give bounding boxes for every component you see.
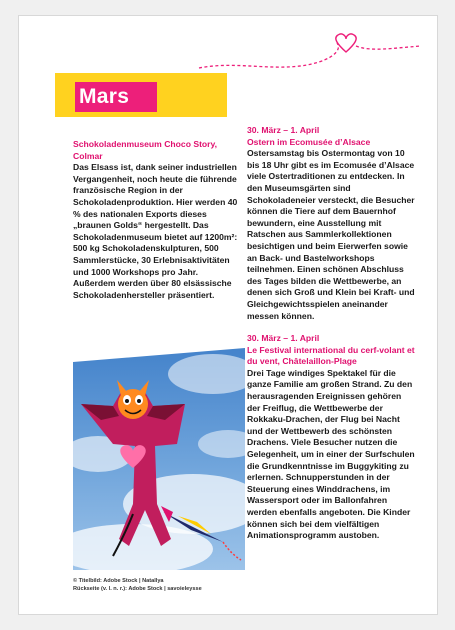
credit-line: © Titelbild: Adobe Stock | Natallya [73,578,164,584]
event-date: 30. März – 1. April [247,125,320,135]
event-chocolate-museum [73,139,241,301]
brochure-page [18,15,438,615]
kite-photo [73,334,245,570]
event-body: Drei Tage windiges Spektakel für die ganze Familie am großen Strand. Zu den herausragenden Ereignissen gehören der Freiflug, die Wettbewerbe der Rokkaku-Drachen, der Flug bei Nacht und der Wettbewerb des schönsten Drachens. Viele Besucher nutzen die Gelegenheit, um in einer der Surfschulen die Grundkenntnisse im Buggykiting zu erlernen. Schnupperstunden in der Steuerung eines Winddrachens, im Wassersport oder im Ballonfahren werden ebenfalls angeboten. Die Kinder können sich bei dem vielfältigen Animationsprogramm austoben. [247,367,415,541]
event-heading: Le Festival international du cerf-volant et du vent, Châtelaillon-Plage [247,344,415,367]
event-body: Ostersamstag bis Ostermontag von 10 bis 18 Uhr gibt es im Ecomusée d’Alsace viele Ostertraditionen zu entdecken. In den Museumsgärten sind Schokoladeneier versteckt, die Besucher können die Tiere auf dem Bauernhof bewundern, eine Ausstellung mit Ratschen aus Sammlerkollektionen besichtigen und beim Eierwerfen sowie an Back- und Bastelworkshops teilnehmen. Einen schönen Abschluss des Tages bilden die Wettbewerbe, an denen sich Groß und Klein bei Kraft- und Gleichgewichtsspielen aneinander messen können. [247,148,415,321]
credit-line: Rückseite (v. l. n. r.): Adobe Stock | savoieleysse [73,586,202,592]
heart-icon [336,34,356,52]
photo-credits [73,577,202,593]
event-heading: Schokoladenmuseum Choco Story, Colmar [73,139,218,161]
event-date: 30. März – 1. April [247,333,320,343]
event-heading: Ostern im Ecomusée d’Alsace [247,136,371,147]
page-title: Mars [79,85,130,108]
event-easter-ecomusee [247,125,417,322]
event-body: Das Elsass ist, dank seiner industriellen Vergangenheit, noch heute die führende französische Region in der Schokoladenproduktion. Hier werden 40 % des nationalen Exports dieses „braunen Golds“ hergestellt. Das Schokoladenmuseum bietet auf 1200m²: 500 kg Schokoladenskulpturen, 500 Sammlerstücke, 30 Erlebnisaktivitäten und 1000 Workshops pro Jahr. Außerdem werden über 80 elsässische Schokoladenhersteller präsentiert. [73,162,238,300]
event-kite-festival [247,333,417,542]
